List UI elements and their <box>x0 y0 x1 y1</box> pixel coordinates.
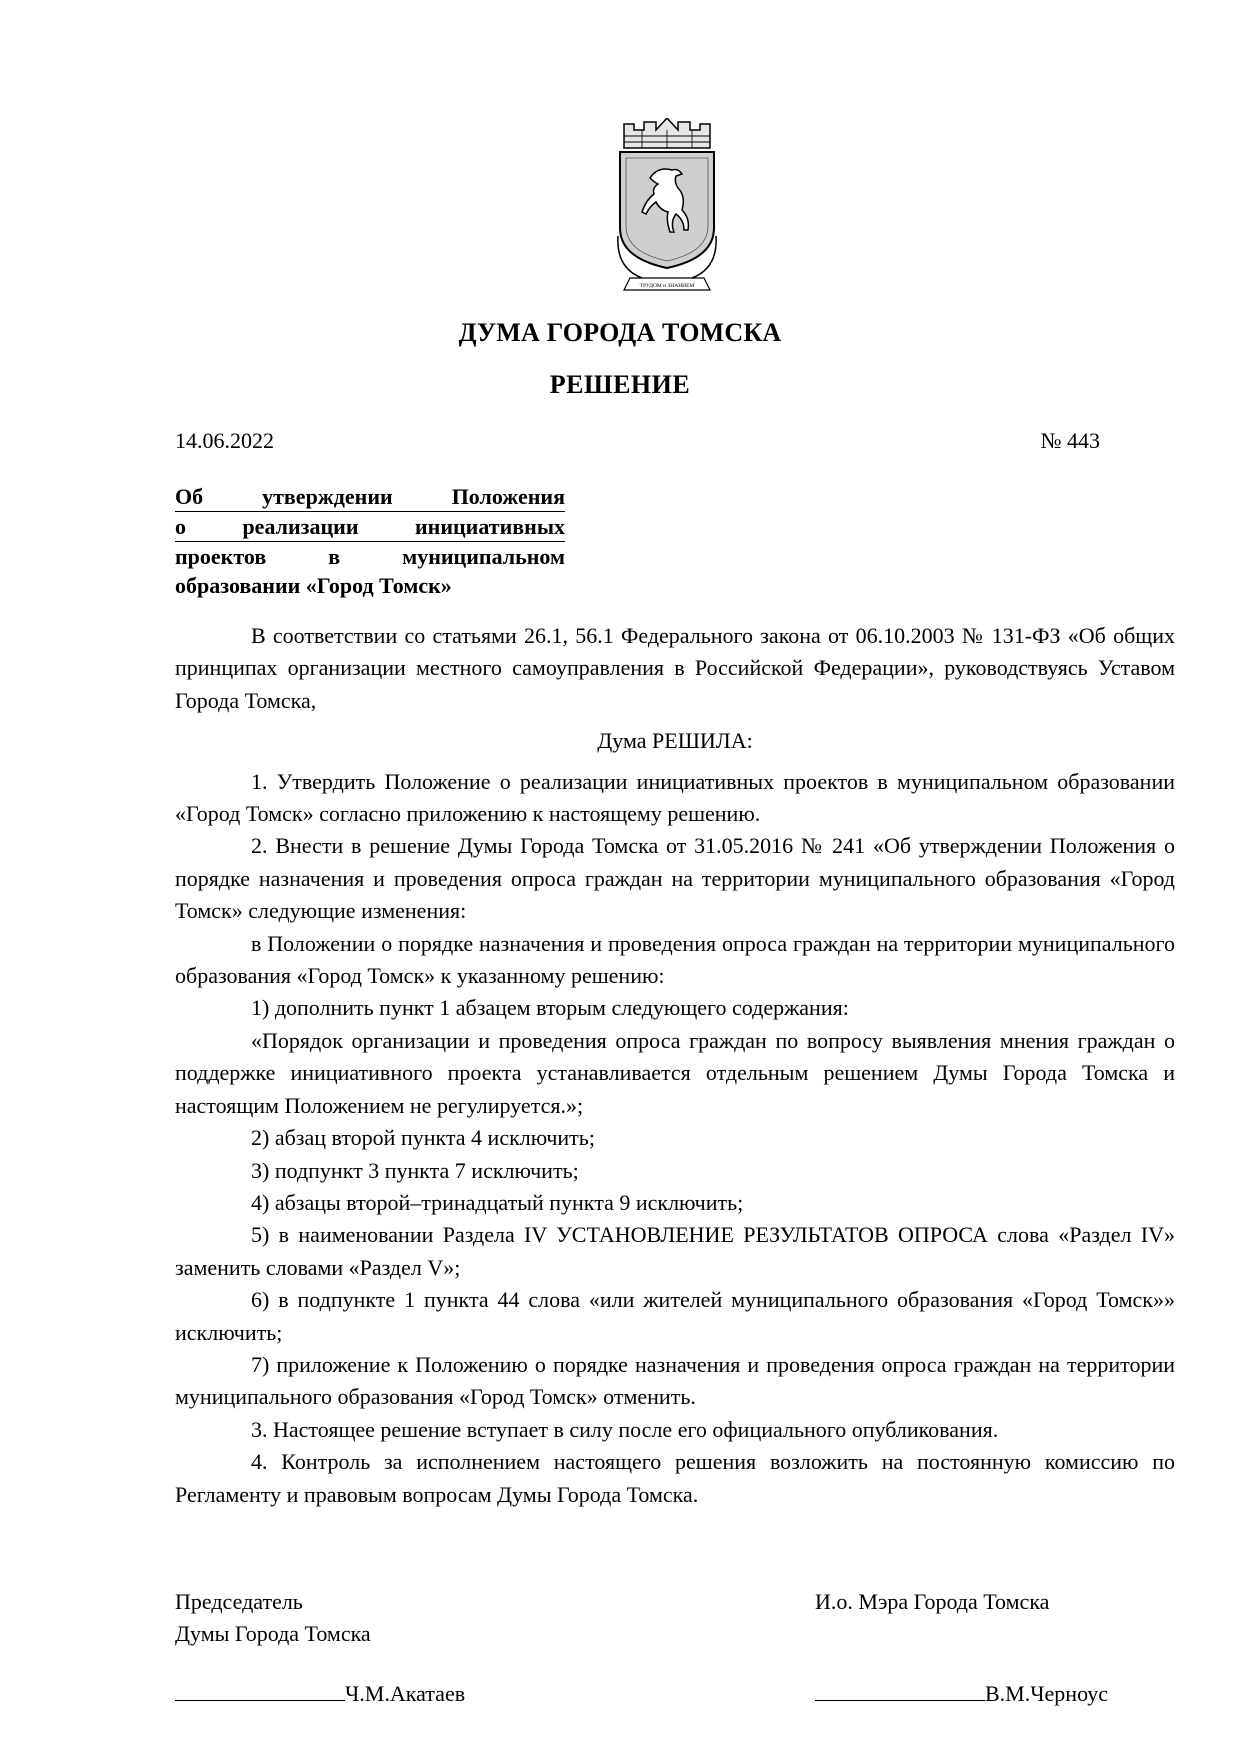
body-paragraph: 6) в подпункте 1 пункта 44 слова «или жителей муниципального образования «Город Томск»» исключить; <box>175 1287 1175 1345</box>
organization-title: ДУМА ГОРОДА ТОМСКА <box>458 318 782 347</box>
body-paragraph: 3. Настоящее решение вступает в силу после его официального опубликования. <box>251 1416 999 1442</box>
subject-line: образовании «Город Томск» <box>175 573 452 598</box>
preamble-paragraph: В соответствии со статьями 26.1, 56.1 Федерального закона от 06.10.2003 № 131-ФЗ «Об общих принципах организации местного самоуправления в Российской Федерации», руководствуясь Уставом Города Томска, <box>175 623 1175 713</box>
subject-line: Об утверждении Положения <box>175 482 565 512</box>
document-type: РЕШЕНИЕ <box>549 370 691 399</box>
chairman-signature-title <box>175 1586 575 1650</box>
document-subject <box>175 482 565 600</box>
resolved-heading: Дума РЕШИЛА: <box>597 728 753 754</box>
body-paragraph: 1. Утвердить Положение о реализации инициативных проектов в муниципальном образовании «Город Томск» согласно приложению к настоящему решению. <box>175 768 1175 827</box>
chairman-name: Ч.М.Акатаев <box>345 1681 466 1706</box>
tomsk-coat-of-arms-icon <box>612 118 722 298</box>
body-paragraph: 5) в наименовании Раздела IV УСТАНОВЛЕНИЕ РЕЗУЛЬТАТОВ ОПРОСА слова «Раздел IV» заменить словами «Раздел V»; <box>175 1222 1175 1280</box>
body-paragraph: 4. Контроль за исполнением настоящего решения возложить на постоянную комиссию по Регламенту и правовым вопросам Думы Города Томска. <box>175 1449 1175 1507</box>
subject-line: о реализации инициативных <box>175 512 565 542</box>
body-paragraph: 1) дополнить пункт 1 абзацем вторым следующего содержания: <box>251 995 849 1021</box>
chairman-title-line-1: Председатель <box>175 1589 303 1614</box>
document-number: № 443 <box>1040 428 1100 453</box>
subject-line: проектов в муниципальном <box>175 544 565 569</box>
mayor-signature-line <box>815 1678 1108 1710</box>
body-paragraph: 7) приложение к Положению о порядке назначения и проведения опроса граждан на территории муниципального образования «Город Томск» отменить. <box>175 1351 1175 1410</box>
chairman-title-line-2: Думы Города Томска <box>175 1621 371 1646</box>
body-paragraph: 2. Внести в решение Думы Города Томска от 31.05.2016 № 241 «Об утверждении Положения о порядке назначения и проведения опроса граждан на территории муниципального образования «Город Томск» следующие изменения: <box>175 833 1175 924</box>
signature-blank <box>815 1678 985 1701</box>
emblem-motto: ТРУДОМ и ЗНАНИЕМ <box>639 283 695 289</box>
chairman-signature-line <box>175 1678 465 1710</box>
body-paragraph: 2) абзац второй пункта 4 исключить; <box>251 1125 595 1151</box>
document-date: 14.06.2022 <box>175 428 274 453</box>
body-paragraph: «Порядок организации и проведения опроса граждан по вопросу выявления мнения граждан о поддержке инициативного проекта устанавливается отдельным решением Думы Города Томска и настоящим Положением не регулируется.»; <box>175 1027 1175 1118</box>
signature-blank <box>175 1678 345 1701</box>
body-paragraph: в Положении о порядке назначения и проведения опроса граждан на территории муниципального образования «Город Томск» к указанному решению: <box>175 930 1175 989</box>
body-paragraph: 4) абзацы второй–тринадцатый пункта 9 исключить; <box>251 1189 744 1215</box>
body-paragraph: 3) подпункт 3 пункта 7 исключить; <box>251 1157 579 1183</box>
document-body <box>175 620 1175 1511</box>
mayor-name: В.М.Черноус <box>985 1681 1108 1706</box>
mayor-signature-title: И.о. Мэра Города Томска <box>815 1589 1050 1614</box>
